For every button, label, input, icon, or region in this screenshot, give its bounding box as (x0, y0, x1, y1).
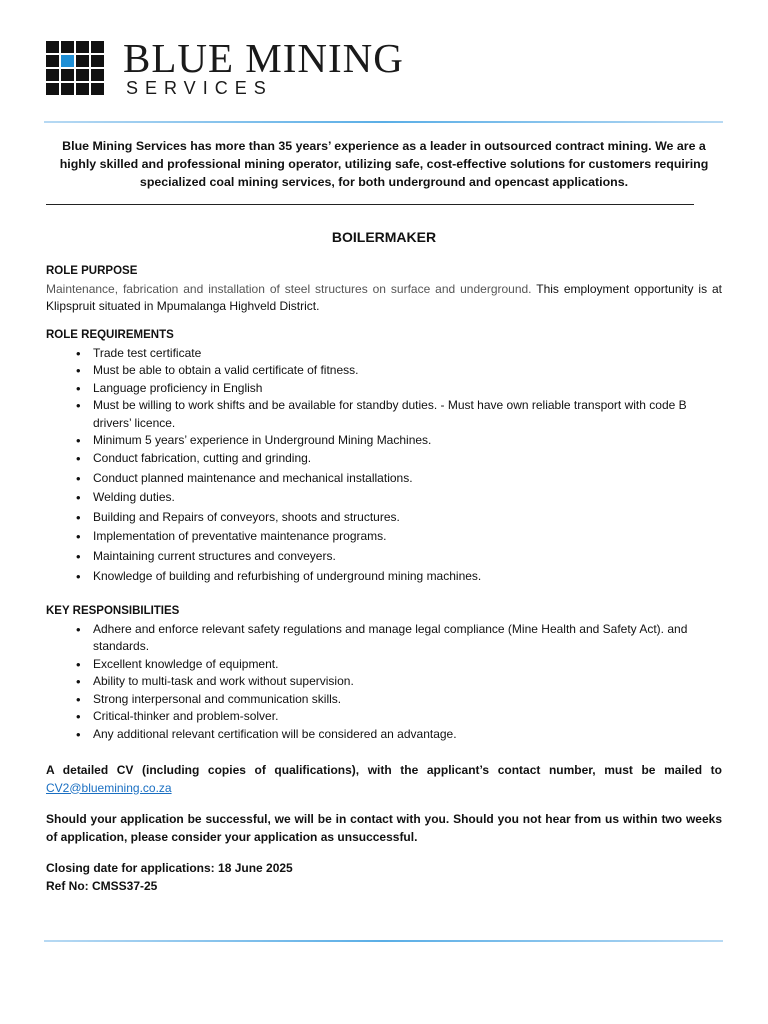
list-item: • Must be able to obtain a valid certificate of fitness. (93, 362, 722, 380)
job-title: BOILERMAKER (331, 229, 437, 245)
list-item: • Knowledge of building and refurbishing of underground mining machines. (93, 568, 722, 586)
closing-info (46, 860, 722, 895)
footer-divider (44, 940, 723, 942)
logo-grid-icon (46, 41, 106, 96)
key-responsibilities-section (46, 603, 722, 744)
list-item: • Implementation of preventative maintenance programs. (93, 528, 722, 546)
list-item: • Conduct planned maintenance and mechanical installations. (93, 470, 722, 488)
list-item: • Excellent knowledge of equipment. (93, 656, 722, 674)
cv-text: A detailed CV (including copies of qualifications), with the applicant’s contact number, must be mailed to (46, 763, 722, 777)
header-divider (44, 121, 723, 123)
role-purpose-text (46, 281, 722, 316)
role-purpose-section (46, 263, 722, 316)
intro-underline (46, 204, 694, 205)
list-item: • Strong interpersonal and communication skills. (93, 691, 722, 709)
list-item: • Any additional relevant certification will be considered an advantage. (93, 726, 722, 744)
role-requirements-heading: ROLE REQUIREMENTS (46, 329, 174, 341)
list-item: • Building and Repairs of conveyors, shoots and structures. (93, 509, 722, 527)
role-purpose-heading: ROLE PURPOSE (46, 265, 138, 277)
list-item: • Conduct fabrication, cutting and grinding. (93, 450, 722, 468)
list-item: • Welding duties. (93, 489, 722, 507)
list-item: • Ability to multi-task and work without supervision. (93, 673, 722, 691)
cv-instructions (46, 762, 722, 797)
key-responsibilities-list (46, 621, 722, 744)
list-item: • Critical-thinker and problem-solver. (93, 708, 722, 726)
brand-name: BLUE MINING (123, 35, 404, 81)
brand-subtitle: SERVICES (126, 78, 273, 98)
role-requirements-section (46, 327, 722, 585)
list-item: • Adhere and enforce relevant safety regulations and manage legal compliance (Mine Health and Safety Act). and standards. (93, 621, 722, 656)
list-item: • Maintaining current structures and conveyers. (93, 548, 722, 566)
list-item: • Language proficiency in English (93, 380, 722, 398)
success-note: Should your application be successful, we will be in contact with you. Should you not hear from us within two weeks of application, please consider your application as unsuccessful. (46, 812, 722, 844)
role-purpose-text-dark: This employment opportunity is at Klipspruit situated in Mpumalanga Highveld District. (46, 281, 723, 313)
key-responsibilities-heading: KEY RESPONSIBILITIES (46, 605, 180, 617)
list-item: • Minimum 5 years’ experience in Underground Mining Machines. (93, 432, 722, 450)
list-item: • Must be willing to work shifts and be available for standby duties. - Must have own reliable transport with code B drivers’ licence. (93, 397, 722, 432)
list-item: • Trade test certificate (93, 345, 722, 363)
cv-email-link[interactable]: CV2@bluemining.co.za (46, 780, 172, 795)
role-purpose-text-grey: Maintenance, fabrication and installation of steel structures on surface and underground. (46, 281, 532, 296)
closing-date: Closing date for applications: 18 June 2025 (46, 861, 293, 875)
role-requirements-list (46, 345, 722, 586)
reference-number: Ref No: CMSS37-25 (46, 878, 158, 893)
company-logo (46, 35, 466, 98)
company-intro: Blue Mining Services has more than 35 years’ experience as a leader in outsourced contract mining. We are a highly skilled and professional mining operator, utilizing safe, cost-effective solutions for customers requiring specialized coal mining services, for both underground and opencast applications. (59, 139, 709, 189)
